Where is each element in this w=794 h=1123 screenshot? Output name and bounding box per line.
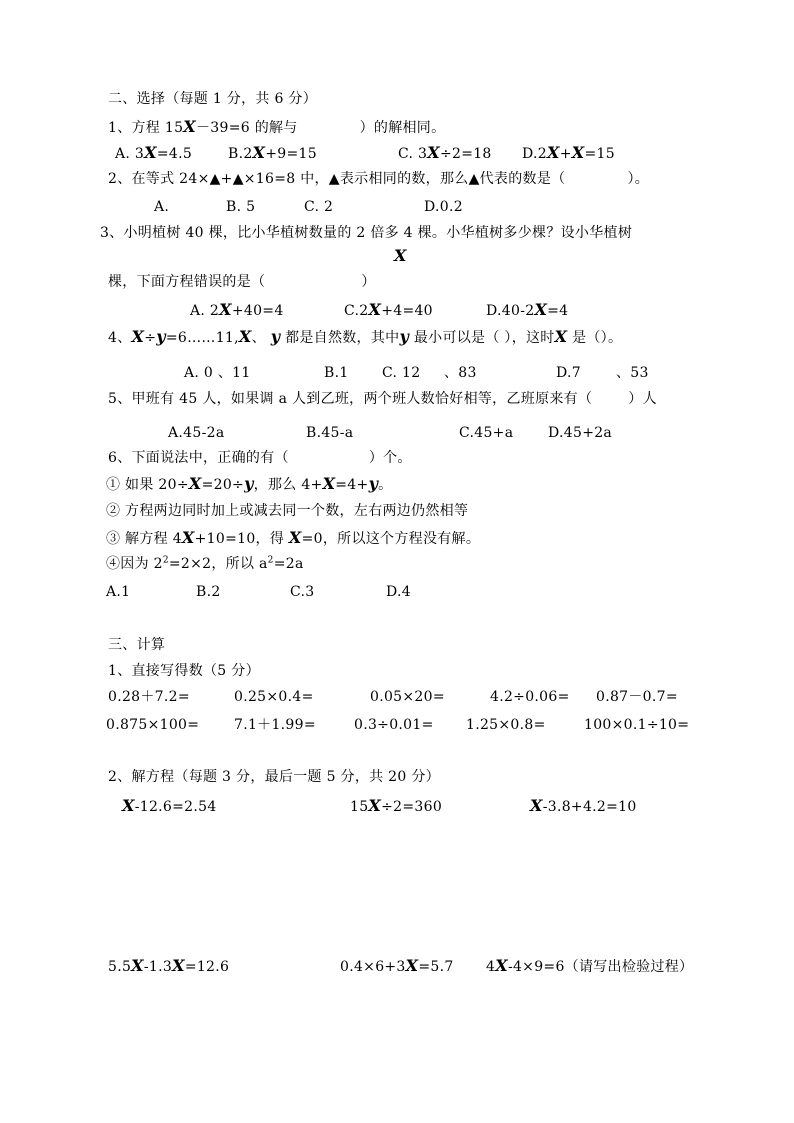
question-4-option-c-answer: 、83 [444,365,477,381]
question-5-option-c: C.45+a [459,425,514,441]
equation-6: 4X-4×9=6（请写出检验过程） [486,956,694,975]
equation-3: X-3.8+4.2=10 [530,796,637,815]
calc-item: 0.25×0.4= [234,689,314,705]
question-5-option-b: B.45-a [306,425,354,441]
question-1-option-a: A. 3X=4.5 [115,143,193,162]
question-4-option-d-answer: 、53 [616,365,649,381]
calc-item: 0.875×100= [106,717,200,733]
question-5: 5、甲班有 45 人，如果调 a 人到乙班，两个班人数恰好相等，乙班原来有（ ）人 [108,391,657,407]
question-1: 1、方程 15X－39=6 的解与 ）的解相同。 [108,117,446,136]
question-6-option-b: B.2 [196,584,221,600]
calc-item: 4.2÷0.06= [490,689,570,705]
calc-item: 7.1＋1.99= [234,717,316,733]
calc-item: 0.28＋7.2= [108,689,190,705]
question-5-option-d: D.45+2a [548,425,613,441]
question-2-option-a: A. [154,199,170,215]
question-3: 3、小明植树 40 棵，比小华植树数量的 2 倍多 4 棵。小华植树多少棵？设小华植树 [100,225,633,241]
question-2-option-c: C. 2 [304,199,334,215]
question-4-option-c: C. 12 [382,365,421,381]
question-6-option-a: A.1 [106,584,131,600]
variable-x: X [394,246,407,265]
question-5-option-a: A.45-2a [168,425,225,441]
equation-1: X-12.6=2.54 [122,796,217,815]
equation-2: 15X÷2=360 [350,796,443,815]
question-4-option-d: D.7 [556,365,581,381]
variable-x: X [183,117,196,136]
calc-item: 100×0.1÷10= [584,717,690,733]
question-6-statement-2: ② 方程两边同时加上或减去同一个数，左右两边仍然相等 [106,503,469,519]
calc-item: 1.25×0.8= [466,717,546,733]
calc-item: 0.87－0.7= [596,689,678,705]
question-6-statement-4: ④因为 $2^2=2\times 2$，所以 $a^2=2a$ [106,555,304,572]
calc-item: 0.3÷0.01= [354,717,434,733]
question-3-option-c: C.2X+4=40 [344,300,433,319]
question-3-line-2: 棵，下面方程错误的是（ ） [108,274,376,290]
question-2-option-d: D.0.2 [424,199,463,215]
question-1-option-d: D.2X+X=15 [522,143,615,162]
question-3-option-a: A. 2X+40=4 [190,300,284,319]
question-1-option-b: B.2X+9=15 [228,143,317,162]
question-2-option-b: B. 5 [226,199,256,215]
question-4-option-b: B.1 [324,365,349,381]
question-6-statement-1: ① 如果 20÷X=20÷y，那么 4+X=4+y。 [106,474,393,493]
question-3-option-d: D.40-2X=4 [486,300,569,319]
question-6-option-d: D.4 [386,584,411,600]
equation-5: 0.4×6+3X=5.7 [340,956,454,975]
variable-y: y [156,327,166,346]
question-2: 2、在等式 24×▲+▲×16=8 中，▲表示相同的数，那么▲代表的数是（ ）。 [108,171,650,187]
question-4: 4、X÷y=6……11,X、 y 都是自然数，其中y 最小可以是（ ），这时X 是（）。 [108,327,623,346]
part-1-title: 1、直接写得数（5 分） [108,663,260,679]
question-6-option-c: C.3 [290,584,315,600]
section-heading: 三、计算 [108,637,166,653]
calc-item: 0.05×20= [370,689,445,705]
question-6: 6、下面说法中，正确的有（ ）个。 [108,450,412,466]
equation-4: 5.5X-1.3X=12.6 [108,956,230,975]
question-1-option-c: C. 3X÷2=18 [398,143,492,162]
part-2-title: 2、解方程（每题 3 分，最后一题 5 分，共 20 分） [108,769,440,785]
question-4-option-a: A. 0 、11 [184,365,251,381]
question-6-statement-3: ③ 解方程 4X+10=10，得 X=0，所以这个方程没有解。 [106,528,481,547]
section-heading: 二、选择（每题 1 分，共 6 分） [108,91,318,107]
